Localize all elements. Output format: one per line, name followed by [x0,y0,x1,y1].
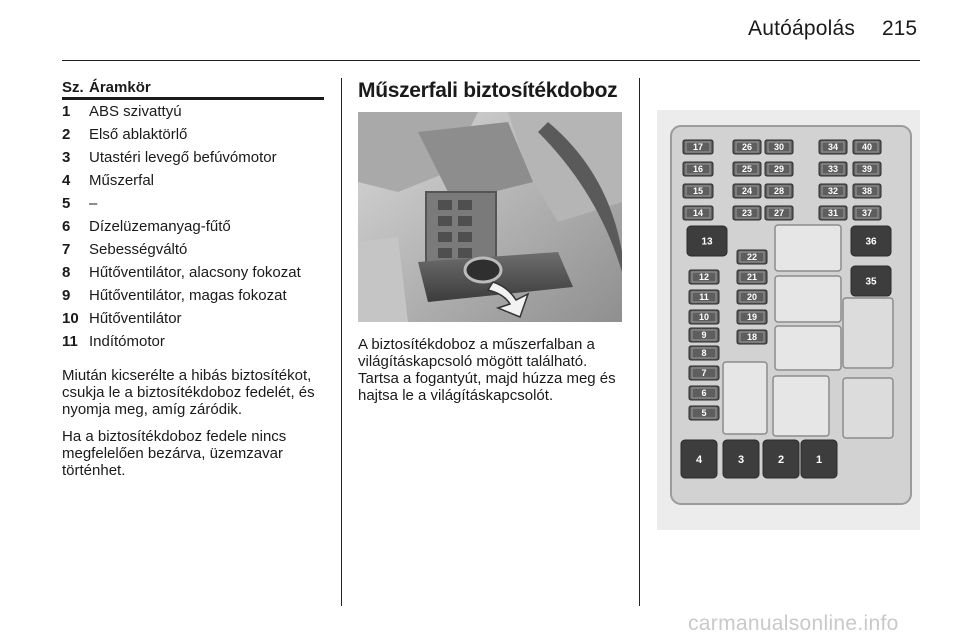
fuse-slot [689,328,719,342]
fuse-circuit-name: – [89,195,98,212]
fuse-table-col-circuit: Áramkör [89,79,151,96]
fuse-label: 23 [741,208,753,219]
fuse-label: 24 [741,186,753,197]
fuse-table-row [62,288,328,311]
fuse-label: 26 [741,142,753,153]
fuse-slot [765,140,793,154]
fuse-table-row [62,150,328,173]
fuse-number: 8 [62,264,71,281]
fuse-slot [819,206,847,220]
fuse-label: 12 [698,272,710,283]
fuse-label: 18 [746,332,758,343]
fuse-slot [733,184,761,198]
fuse-number: 7 [62,241,71,258]
page-header-title: Autóápolás [748,17,856,40]
fuse-slot [819,140,847,154]
fuse-label: 11 [699,292,709,303]
fuse-slot [737,330,767,344]
fuse-label: 32 [827,186,839,197]
fusebox-diagram [657,110,920,530]
fuse-circuit-name: Első ablaktörlő [89,126,188,143]
fuse-slot [689,406,719,420]
fuse-circuit-name: Dízelüzemanyag-fűtő [89,218,231,235]
fuse-slot [853,184,881,198]
fuse-label: 14 [692,208,704,219]
paragraph-close-lid: Miután kicserélte a hibás biztosítékot, csukja le a biztosítékdoboz fedelét, és nyomja meg, amíg záródik. [62,367,315,418]
fuse-table [62,104,328,357]
fuse-table-row [62,196,328,219]
page-number: 215 [882,17,918,40]
fuse-label: 1 [815,453,823,466]
fuse-circuit-name: Hűtőventilátor [89,310,182,327]
fuse-label: 9 [701,330,707,341]
fuse-slot [819,184,847,198]
fuse-slot [683,184,713,198]
column-divider-2 [639,78,640,606]
paragraph-lid-warning: Ha a biztosítékdoboz fedele nincs megfelelően bezárva, üzemzavar történhet. [62,428,287,479]
fuse-number: 5 [62,195,71,212]
fuse-label: 15 [692,186,704,197]
fuse-table-row [62,311,328,334]
fuse-label: 5 [701,408,707,419]
fuse-circuit-name: Hűtőventilátor, alacsony fokozat [89,264,301,281]
fuse-circuit-name: Indítómotor [89,333,165,350]
fuse-slot [689,290,719,304]
fuse-label: 16 [692,164,704,175]
fuse-label: 29 [773,164,785,175]
fuse-number: 3 [62,149,71,166]
fuse-label: 36 [865,236,877,248]
fuse-circuit-name: Utastéri levegő befúvómotor [89,149,277,166]
fuse-slot [819,162,847,176]
fuse-table-col-num: Sz. [62,79,84,96]
fuse-number: 2 [62,126,71,143]
fuse-label: 6 [701,388,707,399]
fuse-slot [683,206,713,220]
fuse-circuit-name: ABS szivattyú [89,103,182,120]
column-divider-1 [341,78,342,606]
fuse-slot [689,310,719,324]
fuse-slot [733,140,761,154]
fuse-table-header [62,79,324,100]
fuse-slot [853,162,881,176]
fuse-label: 25 [741,164,753,175]
fuse-slot [687,226,727,256]
fusebox-location-photo [358,112,622,322]
fuse-label: 40 [861,142,873,153]
section-title: Műszerfali biztosítékdoboz [358,79,618,102]
fuse-circuit-name: Műszerfal [89,172,155,189]
fuse-table-row [62,173,328,196]
fuse-label: 17 [692,142,704,153]
fuse-slot [737,290,767,304]
fuse-slot [737,310,767,324]
fuse-label: 3 [737,453,745,466]
paragraph-fusebox-location: A biztosítékdoboz a műszerfalban a világításkapcsoló mögött található. Tartsa a fogantyút, majd húzza meg és hajtsa le a világításkapcsolót. [358,336,616,404]
fuse-slot [723,440,759,478]
fuse-slot [683,162,713,176]
fuse-label: 28 [773,186,785,197]
fuse-label: 30 [773,142,785,153]
fuse-label: 33 [827,164,839,175]
fuse-label: 4 [695,453,703,466]
fuse-table-row [62,242,328,265]
fuse-label: 27 [773,208,785,219]
fuse-label: 2 [777,453,785,466]
fuse-label: 37 [861,208,873,219]
fuse-table-row [62,219,328,242]
fuse-number: 9 [62,287,71,304]
fuse-number: 1 [62,103,71,120]
fuse-number: 10 [62,310,79,327]
fuse-table-row [62,265,328,288]
fuse-label: 22 [746,252,758,263]
watermark: carmanualsonline.info [688,612,899,635]
fuse-slot [689,366,719,380]
fuse-label: 34 [827,142,839,153]
fuse-label: 13 [701,236,713,248]
fuse-slot [737,250,767,264]
fuse-slot [853,206,881,220]
fuse-slot [681,440,717,478]
fuse-slot [765,162,793,176]
fuse-slot [733,206,761,220]
fuse-slot [765,206,793,220]
fuse-label: 21 [746,272,758,283]
fuse-slot [737,270,767,284]
fuse-label: 8 [701,348,707,359]
fuse-label: 7 [701,368,707,379]
fuse-slot [763,440,799,478]
fuse-number: 11 [62,333,78,350]
fuse-label: 38 [861,186,873,197]
fuse-circuit-name: Hűtőventilátor, magas fokozat [89,287,287,304]
fuse-slot [851,266,891,296]
fuse-slot [689,270,719,284]
fuse-label: 20 [746,292,758,303]
fuse-table-row [62,334,328,357]
fuse-slot [733,162,761,176]
fuse-slot [765,184,793,198]
fuse-slot [689,346,719,360]
header-rule [62,60,920,61]
fuse-label: 35 [865,276,877,288]
fuse-label: 10 [698,312,710,323]
fuse-slot [851,226,891,256]
fuse-label: 39 [861,164,873,175]
fuse-slot [683,140,713,154]
fuse-number: 6 [62,218,71,235]
fuse-table-row [62,127,328,150]
fuse-table-row [62,104,328,127]
fuse-label: 19 [746,312,758,323]
fuse-circuit-name: Sebességváltó [89,241,188,258]
fuse-number: 4 [62,172,71,189]
fuse-label: 31 [827,208,839,219]
fuse-slot [689,386,719,400]
fuse-slot [801,440,837,478]
fuse-slot [853,140,881,154]
